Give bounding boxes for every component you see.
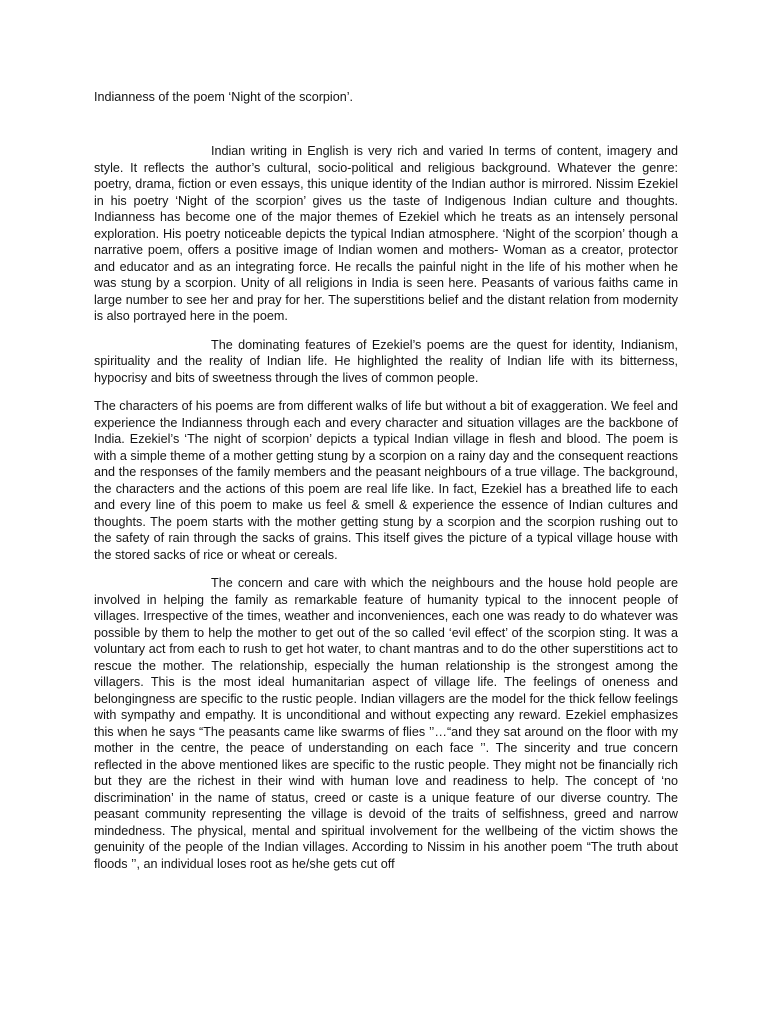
paragraph-3: The characters of his poems are from different walks of life but without a bit of exaggeration. We feel and experience the Indianness through each and every character and situation villages are the backbone of India. Ezekiel’s ‘The night of scorpion’ depicts a typical Indian village in flesh and blood. The poem is with a simple theme of a mother getting stung by a scorpion on a rainy day and the consequent reactions and the responses of the family members and the peasant neighbours of a true village. The background, the characters and the actions of this poem are real life like. In fact, Ezekiel has a breathed life to each and every line of this poem to make us feel & smell & experience the essence of Indian cultures and thoughts. The poem starts with the mother getting stung by a scorpion and the scorpion rushing out to the safety of rain through the sacks of grains. This itself gives the picture of a typical village house with the stored sacks of rice or wheat or cereals. [94, 399, 678, 562]
paragraph-4: The concern and care with which the neighbours and the house hold people are involved in helping the family as remarkable feature of humanity typical to the innocent people of villages. Irrespective of the times, weather and inconveniences, each one was ready to do whatever was possible by them to help the mother to get out of the so called ‘evil effect’ of the scorpion sting. It was a voluntary act from each to rush to get hot water, to chant mantras and to do the other superstitions act to rescue the mother. The relationship, especially the human relationship is the strongest among the villagers. This is the most ideal humanitarian aspect of village life. The feelings of oneness and belongingness are specific to the rustic people. Indian villagers are the model for the thick fellow feelings with sympathy and empathy. It is unconditional and without expecting any reward. Ezekiel emphasizes this when he says “The peasants came like swarms of flies ’’…“and they sat around on the floor with my mother in the centre, the peace of understanding on each face ’’. The sincerity and true concern reflected in the above mentioned likes are specific to the rustic people. They might not be financially rich but they are the richest in their wind with human love and readiness to help. The concept of ‘no discrimination’ in the name of status, creed or caste is a unique feature of our diverse country. The peasant community representing the village is devoid of the traits of selfishness, greed and narrow mindedness. The physical, mental and spiritual involvement for the wellbeing of the victim shows the genuinity of the people of the Indian villages. According to Nissim in his another poem “The truth about floods ’’, an individual loses root as he/she gets cut off [94, 576, 678, 871]
document-title: Indianness of the poem ‘Night of the scorpion’. [94, 90, 354, 104]
paragraph-2: The dominating features of Ezekiel’s poems are the quest for identity, Indianism, spirituality and the reality of Indian life. He highlighted the reality of Indian life with its bitterness, hypocrisy and bits of sweetness through the lives of common people. [94, 337, 678, 385]
paragraph-1: Indian writing in English is very rich and varied In terms of content, imagery and style. It reflects the author’s cultural, socio-political and religious background. Whatever the genre: poetry, drama, fiction or even essays, this unique identity of the Indian author is mirrored. Nissim Ezekiel in his poetry ‘Night of the scorpion’ gives us the taste of Indigenous Indian culture and thoughts. Indianness has become one of the major themes of Ezekiel which he treats as an intensely personal exploration. His poetry noticeable depicts the typical Indian atmosphere. ‘Night of the scorpion’ though a narrative poem, offers a positive image of Indian women and mothers- Woman as a creator, protector and educator and as an integrating force. He recalls the painful night in the life of his mother when he was stung by a scorpion. Unity of all religions in India is seen here. Peasants of various faiths came in large number to see her and pray for her. The superstitions belief and the distant relation from modernity is also portrayed here in the poem. [94, 144, 678, 323]
document-body [94, 143, 678, 872]
